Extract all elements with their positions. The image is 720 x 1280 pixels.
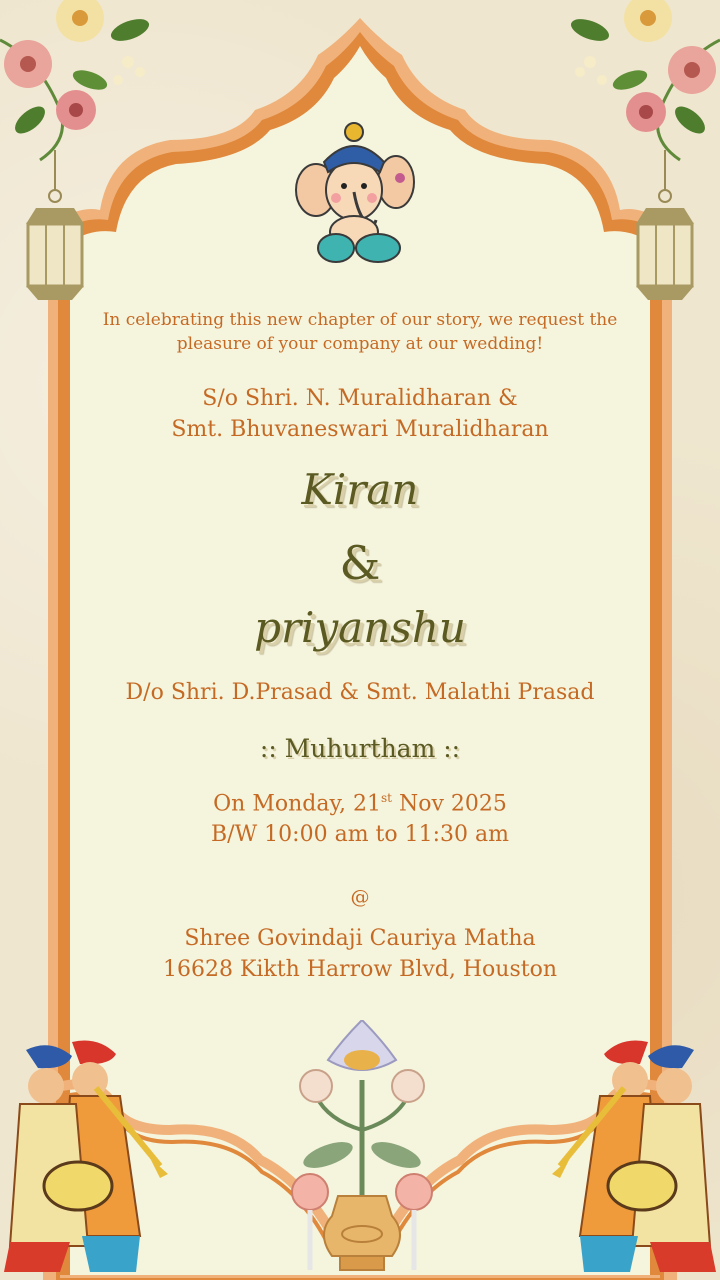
time-line: B/W 10:00 am to 11:30 am [211,822,509,848]
muhurtham-heading: :: Muhurtham :: [259,734,461,763]
lotus-kalash-icon [288,1020,436,1278]
date-rest: Nov 2025 [391,791,507,817]
intro-text: In celebrating this new chapter of our story, we request the pleasure of your company at our wedding! [102,310,618,354]
shehnai-drummer-icon [550,1036,720,1280]
date-prefix: On Monday, 21 [213,791,381,817]
groom-parents [70,383,650,445]
bride-name: priyanshu [254,603,466,652]
at-symbol: @ [350,886,370,908]
shehnai-drummer-icon [0,1036,170,1280]
ampersand: & [339,536,381,590]
groom-parents-line2: Smt. Bhuvaneswari Muralidharan [171,417,549,442]
venue [70,923,650,985]
date-time [70,783,650,850]
date-suffix: st [380,791,392,805]
groom-parents-line1: S/o Shri. N. Muralidharan & [202,386,518,411]
bride-parents: D/o Shri. D.Prasad & Smt. Malathi Prasad [125,680,595,705]
venue-line2: 16628 Kikth Harrow Blvd, Houston [162,957,558,982]
groom-name: Kiran [301,465,419,514]
venue-line1: Shree Govindaji Cauriya Matha [184,926,536,951]
date-line [70,783,650,819]
